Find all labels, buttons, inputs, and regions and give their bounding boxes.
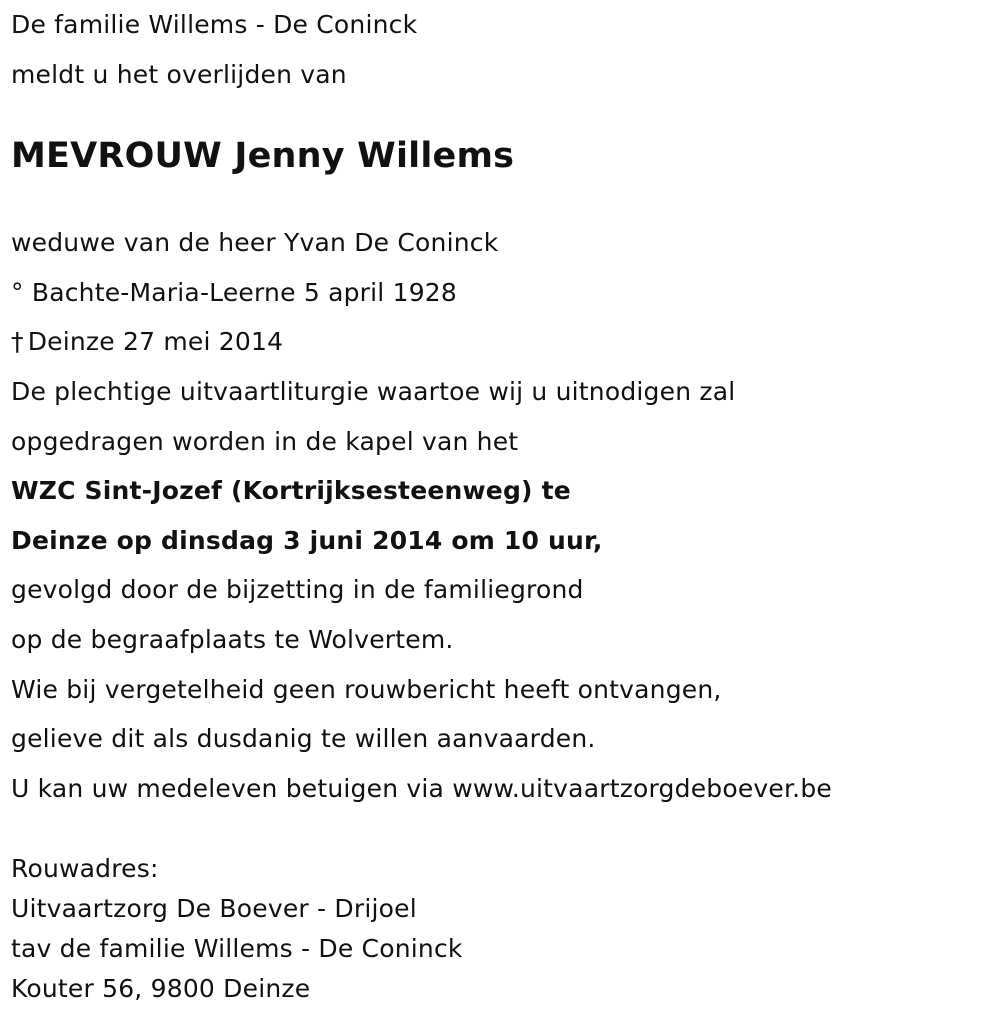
condolence-website: U kan uw medeleven betuigen via www.uitvaartzorgdeboever.be [11, 774, 832, 803]
ceremony-line-2: opgedragen worden in de kapel van het [11, 427, 519, 456]
intro-family: De familie Willems - De Coninck [11, 10, 418, 39]
death-info [11, 327, 283, 357]
ceremony-line-5: gevolgd door de bijzetting in de familiegrond [11, 575, 584, 604]
address-line-3: Kouter 56, 9800 Deinze [11, 974, 311, 1003]
birth-info: ° Bachte-Maria-Leerne 5 april 1928 [11, 278, 458, 307]
ceremony-line-7: Wie bij vergetelheid geen rouwbericht heeft ontvangen, [11, 675, 722, 704]
ceremony-location: WZC Sint-Jozef (Kortrijksesteenweg) te [11, 476, 571, 505]
address-line-2: tav de familie Willems - De Coninck [11, 934, 463, 963]
address-line-1: Uitvaartzorg De Boever - Drijoel [11, 894, 417, 923]
ceremony-line-8: gelieve dit als dusdanig te willen aanvaarden. [11, 724, 596, 753]
intro-announces: meldt u het overlijden van [11, 60, 347, 89]
widow-of: weduwe van de heer Yvan De Coninck [11, 228, 499, 257]
deceased-name: MEVROUW Jenny Willems [11, 136, 515, 176]
ceremony-line-6: op de begraafplaats te Wolvertem. [11, 625, 454, 654]
death-place-date: Deinze 27 mei 2014 [27, 327, 284, 356]
ceremony-date-time: Deinze op dinsdag 3 juni 2014 om 10 uur, [11, 526, 603, 555]
address-heading: Rouwadres: [11, 854, 159, 883]
cross-icon: † [11, 327, 24, 356]
ceremony-line-1: De plechtige uitvaartliturgie waartoe wij u uitnodigen zal [11, 377, 736, 406]
